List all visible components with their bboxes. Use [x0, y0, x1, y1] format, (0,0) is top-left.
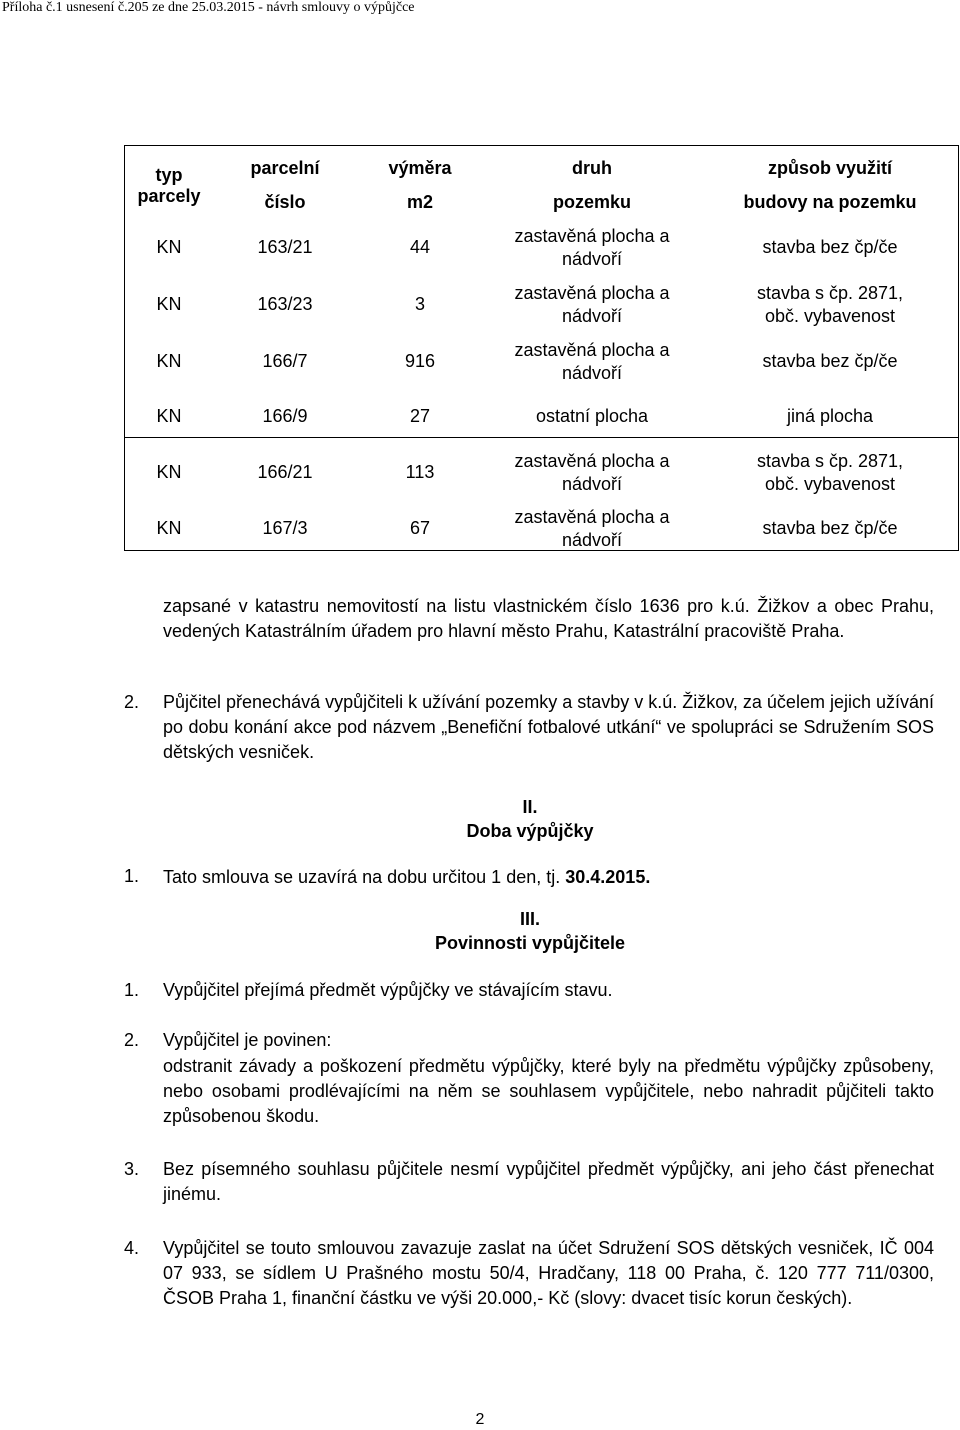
table-border-mid [124, 437, 959, 438]
duty-2-paragraph: odstranit závady a poškození předmětu výpůjčky, které byly na předmětu výpůjčky způsobeny, nebo osobami prodlévajícími na něm se souhlasem vypůjčitele, nebo nahradit půjčiteli takto způsobenou škodu. [163, 1056, 934, 1126]
duty-2-lead: Vypůjčitel je povinen: [163, 1030, 332, 1050]
section-2-number: II. [522, 797, 538, 817]
cell-cislo: 167/3 [262, 518, 308, 538]
duty-4-paragraph: Vypůjčitel se touto smlouvou zavazuje zaslat na účet Sdružení SOS dětských vesniček, IČ 004 07 933, se sídlem U Prašného mostu 50/4, Hradčany, 118 00 Praha, č. 120 777 711/0300, ČSOB Praha 1, finanční částku ve výši 20.000,- Kč (slovy: dvacet tisíc korun českých). [163, 1238, 934, 1308]
duty-1-paragraph: Vypůjčitel přejímá předmět výpůjčky ve stávajícím stavu. [163, 980, 613, 1000]
item-number: 4. [124, 1238, 140, 1258]
cell-vymera: 27 [409, 406, 431, 426]
cell-typ: KN [156, 351, 182, 371]
cell-vymera: 113 [405, 462, 435, 482]
cell-druh-line1: zastavěná plocha a [514, 283, 670, 303]
cell-druh-line1: zastavěná plocha a [514, 226, 670, 246]
section-3-number: III. [519, 909, 540, 929]
header-druh-line2: pozemku [552, 192, 631, 212]
cell-druh-line2: nádvoří [561, 530, 623, 550]
header-cislo-line2: číslo [264, 192, 306, 212]
header-typ-line2: parcely [137, 186, 201, 206]
cell-druh-line2: nádvoří [561, 363, 623, 383]
term-text: Tato smlouva se uzavírá na dobu určitou 1 den, tj. [163, 867, 561, 887]
header-druh-line1: druh [572, 158, 612, 178]
item-number: 2. [124, 692, 140, 712]
cell-druh-line1: zastavěná plocha a [514, 451, 670, 471]
item-number: 3. [124, 1159, 140, 1179]
section-2-title: Doba výpůjčky [466, 821, 594, 841]
header-vymera-line1: výměra [388, 158, 452, 178]
cell-vymera: 916 [404, 351, 436, 371]
cell-vymera: 44 [409, 237, 431, 257]
cell-typ: KN [156, 406, 182, 426]
item-number: 1. [124, 980, 140, 1000]
table-border-top [124, 145, 959, 146]
document-header-note: Příloha č.1 usnesení č.205 ze dne 25.03.2015 - návrh smlouvy o výpůjčce [2, 0, 415, 15]
cell-vyuziti-line1: stavba s čp. 2871, [756, 283, 904, 303]
cell-cislo: 163/23 [257, 294, 313, 314]
cell-typ: KN [156, 294, 182, 314]
cell-typ: KN [156, 237, 182, 257]
table-border-bottom [124, 550, 959, 551]
cell-vyuziti-line2: obč. vybavenost [764, 306, 896, 326]
table-border-right [958, 145, 959, 550]
cell-cislo: 166/21 [257, 462, 313, 482]
item-number: 1. [124, 866, 140, 886]
cell-druh: ostatní plocha [535, 406, 649, 426]
cell-druh-line1: zastavěná plocha a [514, 340, 670, 360]
cell-druh-line2: nádvoří [561, 249, 623, 269]
header-vyuziti-line1: způsob využití [767, 158, 892, 178]
item-number: 2. [124, 1030, 140, 1050]
cell-vymera: 3 [414, 294, 425, 314]
header-typ-line1: typ [155, 165, 183, 185]
term-paragraph [163, 867, 650, 887]
cell-vyuziti: jiná plocha [786, 406, 874, 426]
intro-paragraph: zapsané v katastru nemovitostí na listu vlastnickém číslo 1636 pro k.ú. Žižkov a obec Prahu, vedených Katastrálním úřadem pro hlavní město Prahu, Katastrální pracoviště Praha. [163, 596, 934, 641]
cell-vyuziti: stavba bez čp/če [762, 518, 898, 538]
item-2-paragraph: Půjčitel přenechává vypůjčiteli k užívání pozemky a stavby v k.ú. Žižkov, za účelem jejich užívání po dobu konání akce pod názvem „Benefiční fotbalové utkání“ ve spolupráci se Sdružením SOS dětských vesniček. [163, 692, 935, 762]
cell-vyuziti: stavba bez čp/če [762, 237, 898, 257]
cell-druh-line2: nádvoří [561, 474, 623, 494]
cell-druh-line1: zastavěná plocha a [514, 507, 670, 527]
cell-vyuziti-line2: obč. vybavenost [764, 474, 896, 494]
section-3-title: Povinnosti vypůjčitele [434, 933, 626, 953]
cell-typ: KN [156, 518, 182, 538]
term-date: 30.4.2015. [565, 867, 651, 887]
cell-vyuziti: stavba bez čp/če [762, 351, 898, 371]
cell-typ: KN [156, 462, 182, 482]
cell-cislo: 166/9 [262, 406, 308, 426]
header-vyuziti-line2: budovy na pozemku [743, 192, 917, 212]
duty-3-paragraph: Bez písemného souhlasu půjčitele nesmí vypůjčitel předmět výpůjčky, ani jeho část přenechat jinému. [163, 1159, 934, 1204]
cell-druh-line2: nádvoří [561, 306, 623, 326]
cell-vyuziti-line1: stavba s čp. 2871, [756, 451, 904, 471]
cell-cislo: 163/21 [257, 237, 313, 257]
cell-vymera: 67 [409, 518, 431, 538]
header-cislo-line1: parcelní [250, 158, 320, 178]
page-number: 2 [475, 1411, 485, 1428]
header-vymera-line2: m2 [406, 192, 433, 212]
cell-cislo: 166/7 [262, 351, 308, 371]
